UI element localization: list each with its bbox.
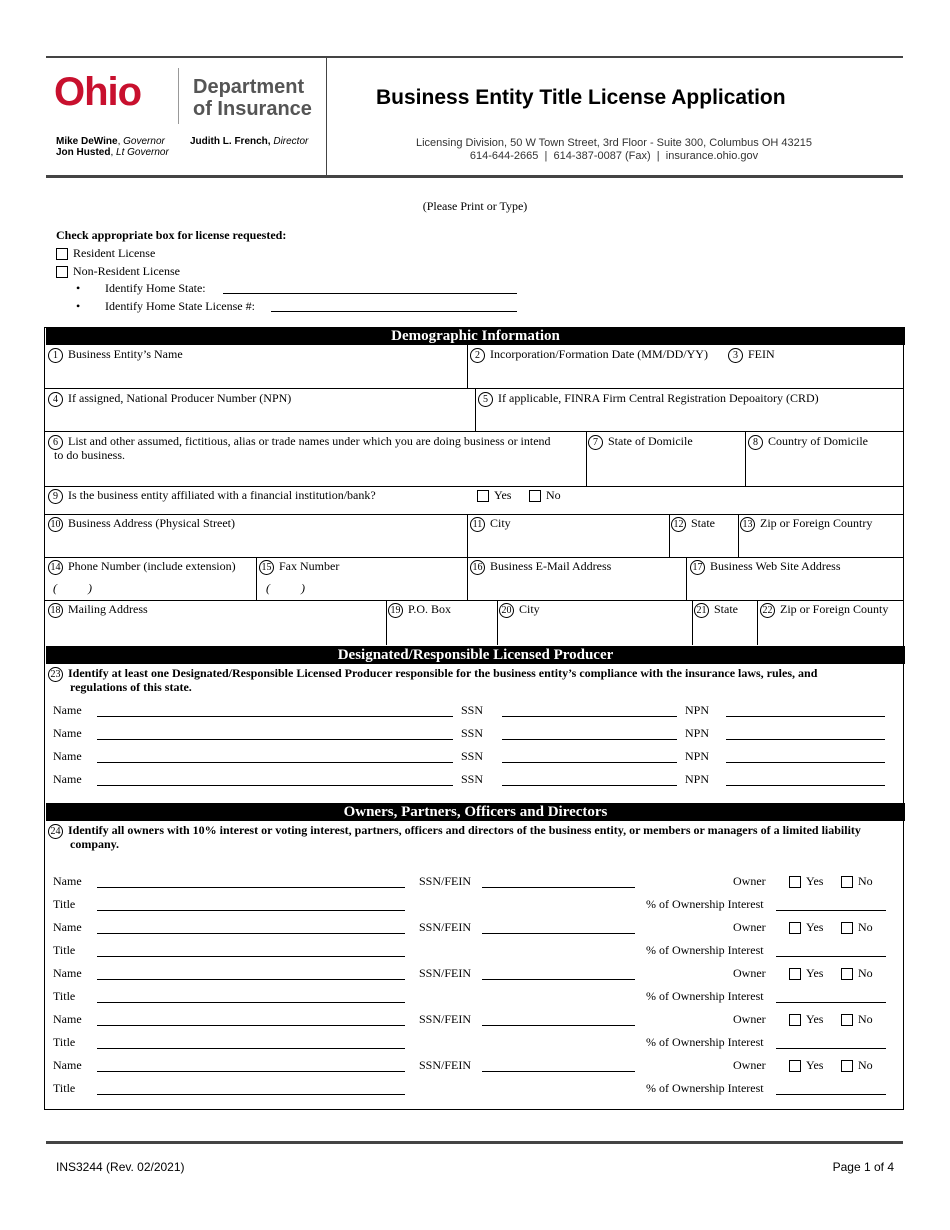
field-email[interactable]: 16 Business E-Mail Address	[470, 559, 611, 575]
field-fax[interactable]: 15 Fax Number	[259, 559, 339, 575]
owner-no-option[interactable]: No	[841, 874, 873, 889]
ownership-interest-line[interactable]	[776, 910, 886, 911]
owner-title-label: Title	[53, 1035, 76, 1049]
producer-npn-line[interactable]	[726, 739, 885, 740]
resident-checkbox[interactable]	[56, 248, 68, 260]
ownership-interest-line[interactable]	[776, 1002, 886, 1003]
affiliation-yes-checkbox[interactable]	[477, 490, 489, 502]
demographic-heading: Demographic Information	[46, 327, 905, 345]
ownership-interest-line[interactable]	[776, 1048, 886, 1049]
owner-yes-checkbox[interactable]	[789, 1060, 801, 1072]
producer-ssn-label: SSN	[461, 726, 484, 740]
owner-no-checkbox[interactable]	[841, 876, 853, 888]
owner-name-label: Name	[53, 1058, 82, 1072]
producer-name-label: Name	[53, 772, 82, 786]
producer-name-label: Name	[53, 726, 82, 740]
owner-title-line[interactable]	[97, 910, 405, 911]
field-phone[interactable]: 14 Phone Number (include extension)	[48, 559, 236, 575]
field-trade-names[interactable]: 6 List and other assumed, fictitious, alias or trade names under which you are doing business or intend	[48, 434, 551, 450]
resident-license-option[interactable]: Resident License	[56, 246, 155, 261]
producer-instruction: 23 Identify at least one Designated/Responsible Licensed Producer responsible for the business entity’s compliance with the insurance laws, rules, and	[48, 666, 817, 682]
ownership-interest-line[interactable]	[776, 1094, 886, 1095]
owner-name-label: Name	[53, 966, 82, 980]
non-resident-license-option[interactable]: Non-Resident License	[56, 264, 180, 279]
owner-ssn-label: SSN/FEIN	[419, 874, 472, 888]
bullet-home-license: •	[76, 299, 81, 313]
owner-ssn-line[interactable]	[482, 933, 635, 934]
owner-yes-option[interactable]: Yes	[789, 1058, 823, 1073]
producer-npn-line[interactable]	[726, 716, 885, 717]
field-business-address[interactable]: 10 Business Address (Physical Street)	[48, 516, 235, 532]
owner-name-line[interactable]	[97, 933, 405, 934]
field-mailing-state[interactable]: 21 State	[694, 602, 738, 618]
owner-no-checkbox[interactable]	[841, 1014, 853, 1026]
owner-ssn-line[interactable]	[482, 979, 635, 980]
affiliation-no-checkbox[interactable]	[529, 490, 541, 502]
home-state-license-label: Identify Home State License #:	[105, 299, 255, 313]
non-resident-checkbox[interactable]	[56, 266, 68, 278]
owner-no-checkbox[interactable]	[841, 922, 853, 934]
director-name: Judith L. French,	[190, 136, 271, 147]
ownership-interest-label: % of Ownership Interest	[646, 897, 764, 911]
owner-yes-checkbox[interactable]	[789, 1014, 801, 1026]
owner-no-option[interactable]: No	[841, 966, 873, 981]
owner-name-line[interactable]	[97, 887, 405, 888]
home-state-label: Identify Home State:	[105, 281, 206, 295]
field-mailing-address[interactable]: 18 Mailing Address	[48, 602, 148, 618]
owner-title-line[interactable]	[97, 1048, 405, 1049]
ownership-interest-label: % of Ownership Interest	[646, 943, 764, 957]
producer-ssn-label: SSN	[461, 703, 484, 717]
owner-yes-option[interactable]: Yes	[789, 1012, 823, 1027]
owner-label: Owner	[733, 1058, 766, 1072]
owners-heading: Owners, Partners, Officers and Directors	[46, 803, 905, 821]
home-state-line[interactable]	[223, 293, 517, 294]
owner-name-line[interactable]	[97, 979, 405, 980]
producer-name-line[interactable]	[97, 785, 453, 786]
phone-paren-open: (	[53, 581, 57, 595]
field-trade-names-cont: to do business.	[54, 448, 126, 462]
producer-name-line[interactable]	[97, 739, 453, 740]
producer-npn-label: NPN	[685, 726, 710, 740]
home-state-license-line[interactable]	[271, 311, 517, 312]
phone-paren-close: )	[88, 581, 92, 595]
page-number: Page 1 of 4	[832, 1160, 894, 1174]
owner-yes-checkbox[interactable]	[789, 968, 801, 980]
field-entity-name[interactable]: 1 Business Entity’s Name	[48, 347, 183, 363]
lt-governor-name: Jon Husted	[56, 147, 111, 158]
governor-title: Governor	[123, 136, 165, 147]
owner-yes-checkbox[interactable]	[789, 922, 801, 934]
owners-instruction: 24 Identify all owners with 10% interest or voting interest, partners, officers and directors of the business entity, or members or managers of a limited liability	[48, 823, 861, 839]
producer-ssn-label: SSN	[461, 772, 484, 786]
field-business-state[interactable]: 12 State	[671, 516, 715, 532]
owner-ssn-line[interactable]	[482, 1025, 635, 1026]
owner-no-checkbox[interactable]	[841, 968, 853, 980]
owner-no-option[interactable]: No	[841, 920, 873, 935]
form-id: INS3244 (Rev. 02/2021)	[56, 1160, 185, 1174]
field-incorporation-date[interactable]: 2 Incorporation/Formation Date (MM/DD/YY)	[470, 347, 708, 363]
ownership-interest-line[interactable]	[776, 956, 886, 957]
owner-label: Owner	[733, 920, 766, 934]
field-financial-affiliation: 9 Is the business entity affiliated with a financial institution/bank?	[48, 488, 376, 504]
owner-name-label: Name	[53, 1012, 82, 1026]
producer-ssn-label: SSN	[461, 749, 484, 763]
owner-yes-option[interactable]: Yes	[789, 920, 823, 935]
fax-paren-open: (	[266, 581, 270, 595]
owner-title-line[interactable]	[97, 1002, 405, 1003]
producer-name-label: Name	[53, 749, 82, 763]
lt-governor-title: Lt Governor	[116, 147, 169, 158]
producer-npn-line[interactable]	[726, 785, 885, 786]
affiliation-no-option[interactable]: No	[529, 488, 561, 503]
ownership-interest-label: % of Ownership Interest	[646, 1035, 764, 1049]
producer-name-line[interactable]	[97, 762, 453, 763]
contact-line: 614-644-2665 | 614-387-0087 (Fax) | insurance.ohio.gov	[469, 150, 759, 162]
address-line: Licensing Division, 50 W Town Street, 3rd Floor - Suite 300, Columbus OH 43215	[416, 137, 812, 149]
owner-yes-option[interactable]: Yes	[789, 874, 823, 889]
owner-title-label: Title	[53, 943, 76, 957]
director-title: Director	[273, 136, 309, 147]
producer-name-label: Name	[53, 703, 82, 717]
owner-title-label: Title	[53, 897, 76, 911]
owner-no-option[interactable]: No	[841, 1058, 873, 1073]
owner-ssn-label: SSN/FEIN	[419, 966, 472, 980]
ownership-interest-label: % of Ownership Interest	[646, 989, 764, 1003]
owner-name-line[interactable]	[97, 1025, 405, 1026]
owner-title-label: Title	[53, 1081, 76, 1095]
field-business-city[interactable]: 11 City	[470, 516, 511, 532]
owner-no-option[interactable]: No	[841, 1012, 873, 1027]
field-fein[interactable]: 3 FEIN	[728, 347, 775, 363]
owner-ssn-line[interactable]	[482, 1071, 635, 1072]
bullet-home-state: •	[76, 281, 81, 295]
print-instructions: (Please Print or Type)	[422, 199, 528, 213]
producer-ssn-line[interactable]	[502, 785, 677, 786]
producer-npn-label: NPN	[685, 772, 710, 786]
affiliation-yes-option[interactable]: Yes	[477, 488, 511, 503]
field-po-box[interactable]: 19 P.O. Box	[388, 602, 451, 618]
owner-name-label: Name	[53, 920, 82, 934]
owner-yes-option[interactable]: Yes	[789, 966, 823, 981]
producer-npn-label: NPN	[685, 749, 710, 763]
dept-name-line1: Department	[193, 76, 305, 98]
producer-instruction-cont: regulations of this state.	[70, 680, 192, 694]
owner-ssn-label: SSN/FEIN	[419, 920, 472, 934]
owner-title-line[interactable]	[97, 956, 405, 957]
owners-instruction-cont: company.	[70, 837, 120, 851]
governor-name: Mike DeWine	[56, 136, 118, 147]
owner-ssn-line[interactable]	[482, 887, 635, 888]
field-website[interactable]: 17 Business Web Site Address	[690, 559, 840, 575]
producer-ssn-line[interactable]	[502, 716, 677, 717]
license-request-heading: Check appropriate box for license requested:	[56, 228, 287, 242]
producer-npn-line[interactable]	[726, 762, 885, 763]
field-mailing-city[interactable]: 20 City	[499, 602, 540, 618]
field-business-zip[interactable]: 13 Zip or Foreign Country	[740, 516, 872, 532]
owner-yes-checkbox[interactable]	[789, 876, 801, 888]
field-crd[interactable]: 5 If applicable, FINRA Firm Central Registration Depoaitory (CRD)	[478, 391, 819, 407]
owner-name-label: Name	[53, 874, 82, 888]
owner-title-line[interactable]	[97, 1094, 405, 1095]
owner-name-line[interactable]	[97, 1071, 405, 1072]
dept-name-line2: of Insurance	[193, 98, 312, 120]
producer-name-line[interactable]	[97, 716, 453, 717]
owner-title-label: Title	[53, 989, 76, 1003]
producer-npn-label: NPN	[685, 703, 710, 717]
producer-ssn-line[interactable]	[502, 739, 677, 740]
field-country-domicile[interactable]: 8 Country of Domicile	[748, 434, 868, 450]
fax-paren-close: )	[301, 581, 305, 595]
producer-heading: Designated/Responsible Licensed Producer	[46, 646, 905, 664]
ownership-interest-label: % of Ownership Interest	[646, 1081, 764, 1095]
owner-ssn-label: SSN/FEIN	[419, 1012, 472, 1026]
page-title: Business Entity Title License Application	[376, 86, 786, 109]
producer-ssn-line[interactable]	[502, 762, 677, 763]
field-state-domicile[interactable]: 7 State of Domicile	[588, 434, 693, 450]
owner-label: Owner	[733, 1012, 766, 1026]
owner-no-checkbox[interactable]	[841, 1060, 853, 1072]
field-mailing-zip[interactable]: 22 Zip or Foreign County	[760, 602, 888, 618]
owner-label: Owner	[733, 966, 766, 980]
owner-label: Owner	[733, 874, 766, 888]
ohio-logo: Ohio	[54, 70, 142, 114]
owner-ssn-label: SSN/FEIN	[419, 1058, 472, 1072]
field-npn[interactable]: 4 If assigned, National Producer Number (NPN)	[48, 391, 291, 407]
